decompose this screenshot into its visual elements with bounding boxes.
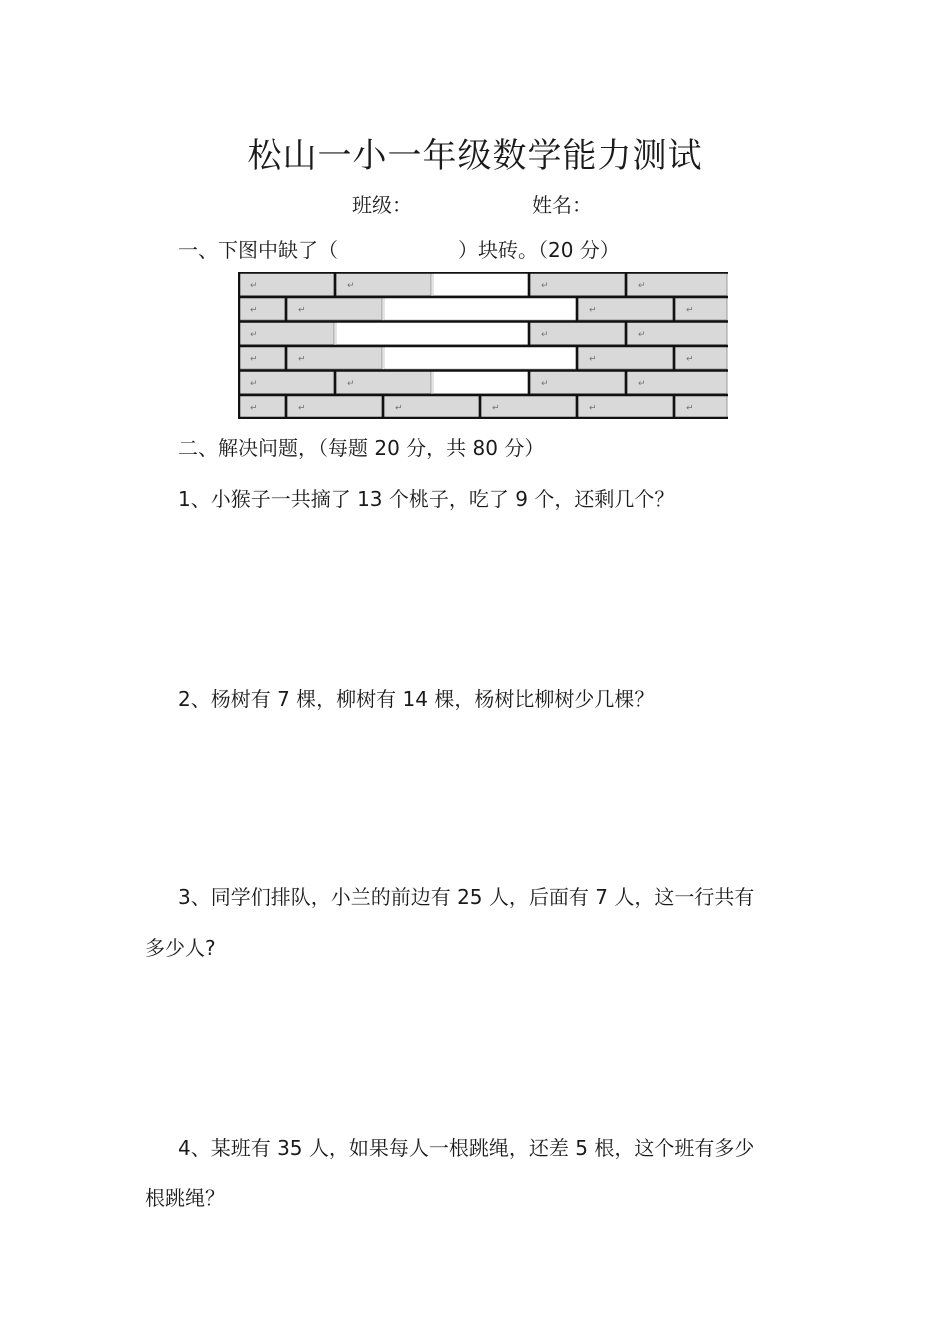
section1-text-before: 一、下图中缺了（ (178, 238, 338, 262)
section1-question (178, 236, 620, 264)
return-mark-icon: ↵ (250, 354, 258, 365)
name-label: 姓名： (532, 193, 592, 217)
brick-wall-figure (238, 272, 728, 419)
return-mark-icon: ↵ (589, 403, 597, 414)
return-mark-icon: ↵ (638, 330, 646, 340)
missing-brick-gap (433, 273, 528, 296)
missing-brick-gap (336, 322, 528, 345)
brick (675, 347, 727, 370)
return-mark-icon: ↵ (541, 281, 549, 291)
return-mark-icon: ↵ (492, 403, 500, 414)
brick (675, 396, 727, 419)
return-mark-icon: ↵ (395, 403, 403, 414)
return-mark-icon: ↵ (250, 379, 258, 389)
section1-text-after: ）块砖。（20 分） (458, 238, 620, 262)
question-3-line1: 3、同学们排队，小兰的前边有 25 人，后面有 7 人，这一行共有 (178, 885, 755, 909)
return-mark-icon: ↵ (541, 330, 549, 340)
return-mark-icon: ↵ (250, 330, 258, 340)
question-3-line2: 多少人? (145, 936, 216, 960)
question-1: 1、小猴子一共摘了 13 个桃子，吃了 9 个，还剩几个？ (178, 487, 675, 511)
question-4-line1: 4、某班有 35 人，如果每人一根跳绳，还差 5 根，这个班有多少 (178, 1136, 755, 1160)
return-mark-icon: ↵ (686, 354, 694, 365)
return-mark-icon: ↵ (686, 305, 694, 316)
return-mark-icon: ↵ (250, 403, 258, 414)
return-mark-icon: ↵ (589, 354, 597, 365)
brick (239, 396, 285, 419)
question-2: 2、杨树有 7 棵，柳树有 14 棵，杨树比柳树少几棵？ (178, 687, 655, 711)
return-mark-icon: ↵ (250, 305, 258, 316)
missing-brick-gap (433, 371, 528, 394)
return-mark-icon: ↵ (541, 379, 549, 389)
brick-wall-svg (238, 272, 728, 419)
return-mark-icon: ↵ (298, 305, 306, 316)
brick (675, 298, 727, 321)
missing-brick-gap (384, 298, 576, 321)
class-label: 班级： (352, 193, 412, 217)
return-mark-icon: ↵ (298, 403, 306, 414)
question-4-line2: 根跳绳？ (145, 1186, 225, 1210)
return-mark-icon: ↵ (298, 354, 306, 365)
return-mark-icon: ↵ (250, 281, 258, 291)
brick (239, 347, 285, 370)
missing-brick-gap (384, 347, 576, 370)
section2-heading: 二、解决问题，（每题 20 分，共 80 分） (178, 436, 545, 460)
page-title: 松山一小一年级数学能力测试 (247, 136, 703, 176)
return-mark-icon: ↵ (638, 281, 646, 291)
return-mark-icon: ↵ (638, 379, 646, 389)
return-mark-icon: ↵ (589, 305, 597, 316)
return-mark-icon: ↵ (347, 281, 355, 291)
return-mark-icon: ↵ (686, 403, 694, 414)
brick (239, 298, 285, 321)
return-mark-icon: ↵ (347, 379, 355, 389)
